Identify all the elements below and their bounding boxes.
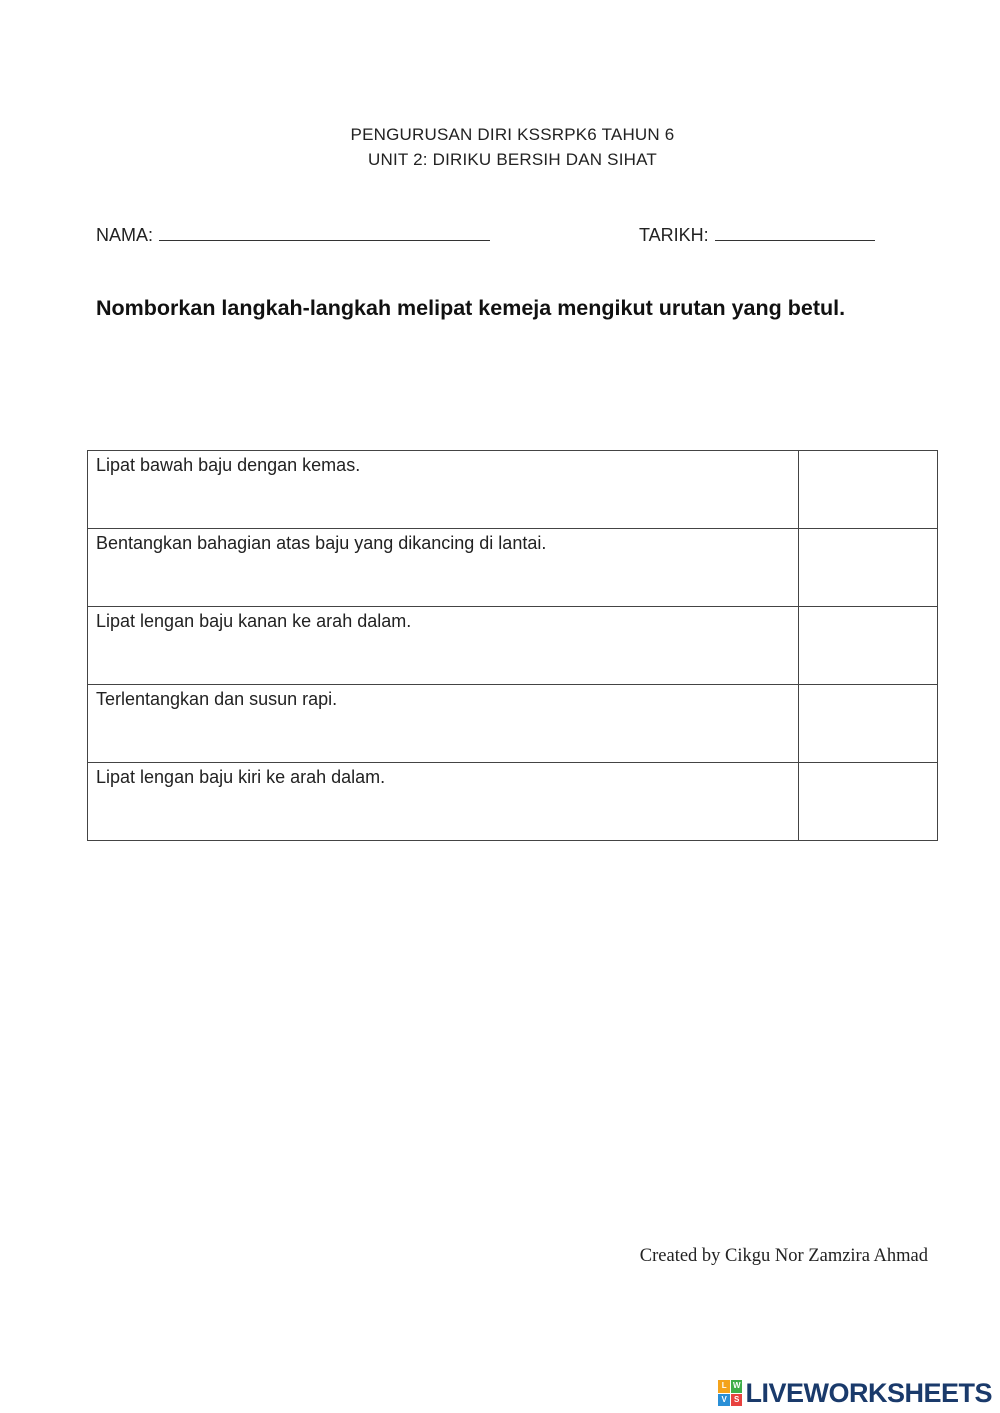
name-label: NAMA:: [96, 225, 154, 245]
instruction-text: Nomborkan langkah-langkah melipat kemeja mengikut urutan yang betul.: [96, 296, 846, 320]
logo-tile: W: [731, 1380, 743, 1393]
step-number-answer-box[interactable]: [799, 685, 938, 763]
step-number-answer-box[interactable]: [799, 607, 938, 685]
name-field[interactable]: [96, 222, 490, 246]
header-subject-line: PENGURUSAN DIRI KSSRPK6 TAHUN 6: [350, 125, 675, 144]
liveworksheets-logo[interactable]: [718, 1378, 992, 1408]
step-number-answer-box[interactable]: [799, 529, 938, 607]
date-field[interactable]: [639, 222, 875, 246]
liveworksheets-logo-icon: [718, 1380, 742, 1406]
step-text-cell: Terlentangkan dan susun rapi.: [88, 685, 799, 763]
liveworksheets-logo-text: LIVEWORKSHEETS: [745, 1377, 992, 1408]
author-credit: Created by Cikgu Nor Zamzira Ahmad: [639, 1246, 928, 1266]
worksheet-header: [0, 122, 1000, 172]
table-row: [88, 763, 938, 841]
name-blank-line[interactable]: [159, 222, 490, 241]
table-row: [88, 685, 938, 763]
header-unit-line: UNIT 2: DIRIKU BERSIH DAN SIHAT: [368, 150, 657, 169]
step-text-cell: Lipat lengan baju kanan ke arah dalam.: [88, 607, 799, 685]
step-number-answer-box[interactable]: [799, 451, 938, 529]
step-number-answer-box[interactable]: [799, 763, 938, 841]
logo-tile: S: [731, 1394, 743, 1407]
table-row: [88, 451, 938, 529]
logo-tile: V: [718, 1394, 730, 1407]
student-info-row: [96, 222, 896, 248]
step-text-cell: Lipat lengan baju kiri ke arah dalam.: [88, 763, 799, 841]
date-label: TARIKH:: [639, 225, 709, 245]
date-blank-line[interactable]: [715, 222, 875, 241]
steps-table: [87, 450, 938, 841]
table-row: [88, 607, 938, 685]
step-text-cell: Lipat bawah baju dengan kemas.: [88, 451, 799, 529]
logo-tile: L: [718, 1380, 730, 1393]
step-text-cell: Bentangkan bahagian atas baju yang dikancing di lantai.: [88, 529, 799, 607]
table-row: [88, 529, 938, 607]
